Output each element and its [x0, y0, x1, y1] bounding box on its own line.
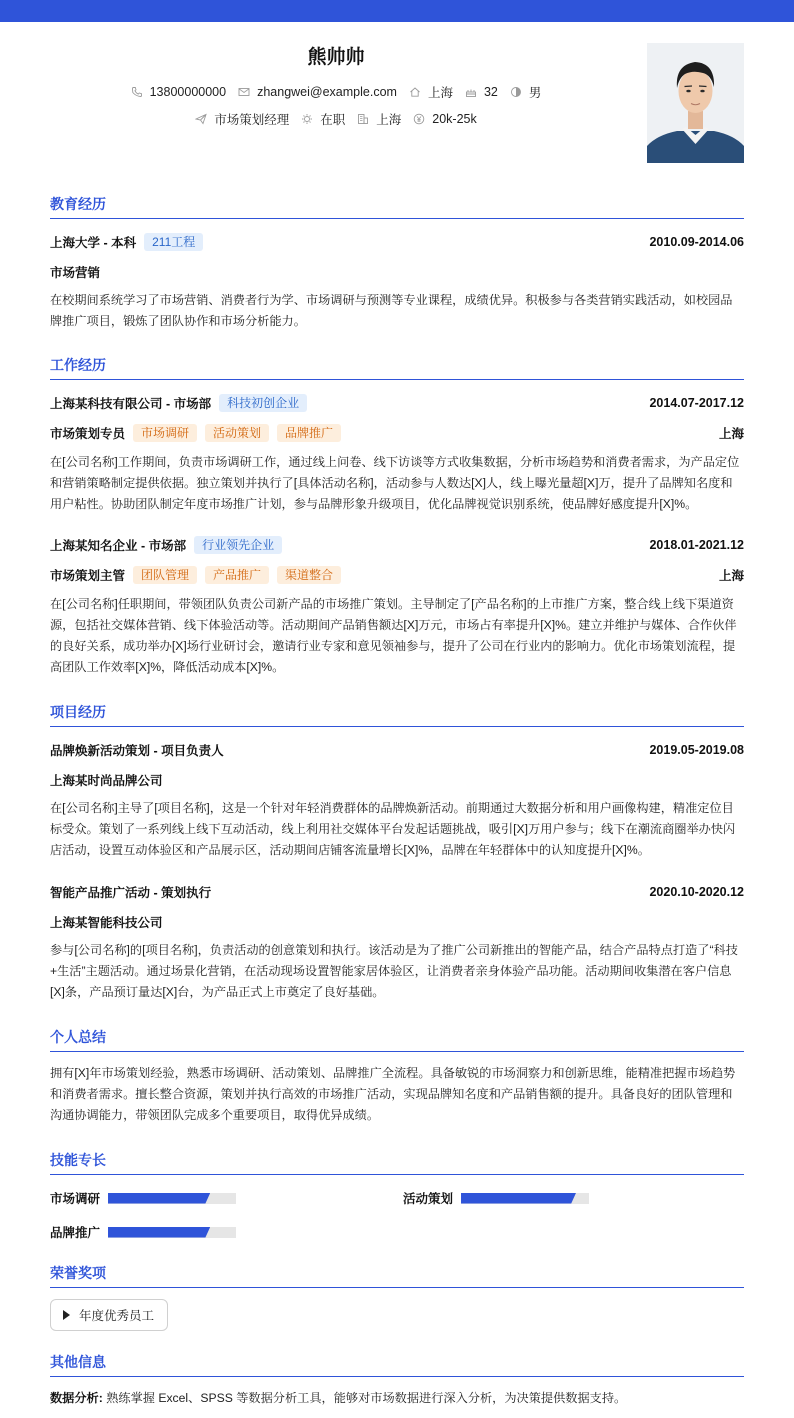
gender-info — [510, 83, 542, 101]
work-company: 上海某知名企业 - 市场部 — [50, 539, 187, 553]
skill-name: 活动策划 — [403, 1192, 454, 1206]
position-text: 市场策划经理 — [214, 113, 290, 127]
project-entry-header — [50, 883, 744, 901]
work-date: 2014.07-2017.12 — [649, 396, 744, 410]
work-company: 上海某科技有限公司 - 市场部 — [50, 397, 212, 411]
position-info — [195, 110, 289, 128]
project-name: 智能产品推广活动 - 策划执行 — [50, 886, 212, 900]
section-title-other: 其他信息 — [50, 1352, 744, 1377]
skill-name: 市场调研 — [50, 1192, 101, 1206]
status-info — [301, 110, 345, 128]
work-role-row — [50, 566, 744, 584]
work-company-tag: 科技初创企业 — [219, 394, 307, 412]
work-skill-tag: 渠道整合 — [277, 566, 341, 584]
phone-info — [131, 85, 226, 99]
education-date: 2010.09-2014.06 — [649, 235, 744, 249]
age-info — [465, 85, 498, 99]
salary-text: 20k-25k — [432, 112, 477, 126]
other-info-text: 熟练掌握 Excel、SPSS 等数据分析工具，能够对市场数据进行深入分析，为决策提供数据支持。 — [106, 1391, 627, 1405]
phone-icon — [131, 86, 143, 98]
education-school: 上海大学 - 本科 — [50, 236, 137, 250]
city-info — [409, 83, 453, 101]
section-title-projects: 项目经历 — [50, 702, 744, 727]
education-major: 市场营销 — [50, 266, 101, 280]
section-title-summary: 个人总结 — [50, 1027, 744, 1052]
education-tag: 211工程 — [144, 233, 203, 251]
work-city-text: 上海 — [376, 113, 402, 127]
skill-level-fill — [108, 1193, 210, 1204]
work-date: 2018.01-2021.12 — [649, 538, 744, 552]
work-title: 市场策划主管 — [50, 569, 126, 583]
email-info — [238, 85, 397, 99]
skill-level-bar — [108, 1227, 236, 1238]
send-icon — [195, 113, 207, 125]
project-description: 在[公司名称]主导了[项目名称]，这是一个针对年轻消费群体的品牌焕新活动。前期通过大数据分析和用户画像构建，精准定位目标受众。策划了一系列线上线下互动活动，线上利用社交媒体平台发起话题挑战，吸引[X]万用户参与；线下在潮流商圈举办快闪店活动，设置互动体验区和产品展示区，活动期间店铺客流量增长[X]%，品牌在年轻群体中的认知度提升[X]%。 — [50, 801, 736, 857]
other-info-line — [50, 1389, 626, 1406]
project-company: 上海某时尚品牌公司 — [50, 774, 163, 788]
other-info-label: 数据分析: — [50, 1391, 103, 1405]
work-skill-tag: 产品推广 — [205, 566, 269, 584]
education-entry-header — [50, 233, 744, 251]
project-name: 品牌焕新活动策划 - 项目负责人 — [50, 744, 224, 758]
salary-icon — [413, 113, 425, 125]
age-icon — [465, 86, 477, 98]
gender-icon — [510, 86, 522, 98]
job-info-row — [0, 110, 672, 128]
work-entry-header — [50, 536, 744, 554]
work-location: 上海 — [718, 569, 744, 583]
email-text: zhangwei@example.com — [257, 85, 397, 99]
skill-item — [50, 1189, 236, 1207]
project-date: 2020.10-2020.12 — [649, 885, 744, 899]
work-location: 上海 — [718, 427, 744, 441]
salary-info — [413, 112, 476, 126]
city-text: 上海 — [427, 86, 453, 100]
status-text: 在职 — [320, 113, 346, 127]
education-description: 在校期间系统学习了市场营销、消费者行为学、市场调研与预测等专业课程，成绩优异。积极参与各类营销实践活动，如校园品牌推广项目，锻炼了团队协作和市场分析能力。 — [50, 293, 733, 328]
section-title-education: 教育经历 — [50, 194, 744, 219]
gender-text: 男 — [528, 86, 542, 100]
work-entry-header — [50, 394, 744, 412]
skill-item — [403, 1189, 589, 1207]
summary-text: 拥有[X]年市场策划经验，熟悉市场调研、活动策划、品牌推广全流程。具备敏锐的市场洞察力和创新思维，能精准把握市场趋势和消费者需求。擅长整合资源，策划并执行高效的市场推广活动，实现品牌知名度和产品销售额的提升。具备良好的团队管理和沟通协调能力，带领团队完成多个重要项目，取得优异成绩。 — [50, 1066, 736, 1122]
home-icon — [409, 86, 421, 98]
section-title-skills: 技能专长 — [50, 1150, 744, 1175]
project-date: 2019.05-2019.08 — [649, 743, 744, 757]
section-title-work: 工作经历 — [50, 355, 744, 380]
work-skill-tag: 活动策划 — [205, 424, 269, 442]
award-item[interactable] — [50, 1299, 168, 1331]
skill-item — [50, 1223, 236, 1241]
skill-name: 品牌推广 — [50, 1226, 101, 1240]
profile-photo — [647, 43, 744, 163]
work-description: 在[公司名称]工作期间，负责市场调研工作，通过线上问卷、线下访谈等方式收集数据，分析市场趋势和消费者需求，为产品定位和营销策略制定提供依据。独立策划并执行了[具体活动名称]，活动参与人数达[X]人，线上曝光量超[X]万，提升了品牌知名度和用户粘性。协助团队制定年度市场推广计划，参与品牌形象升级项目，优化品牌视觉识别系统，使品牌好感度提升[X]%。 — [50, 455, 740, 511]
age-text: 32 — [483, 85, 498, 99]
building-icon — [357, 113, 369, 125]
skill-level-fill — [108, 1227, 210, 1238]
project-company: 上海某智能科技公司 — [50, 916, 163, 930]
work-description: 在[公司名称]任职期间，带领团队负责公司新产品的市场推广策划。主导制定了[产品名称]的上市推广方案，整合线上线下渠道资源，包括社交媒体营销、线下体验活动等。活动期间产品销售额达[X]万元，市场占有率提升[X]%。建立并维护与媒体、合作伙伴的良好关系，成功举办[X]场行业研讨会，邀请行业专家和意见领袖参与，提升了公司在行业内的影响力。优化市场策划流程，提高团队工作效率[X]%，降低活动成本[X]%。 — [50, 597, 737, 674]
work-company-tag: 行业领先企业 — [194, 536, 282, 554]
work-city-info — [357, 110, 401, 128]
work-skill-tag: 品牌推广 — [277, 424, 341, 442]
work-title: 市场策划专员 — [50, 427, 126, 441]
section-title-awards: 荣誉奖项 — [50, 1263, 744, 1288]
skill-level-fill — [461, 1193, 576, 1204]
skill-level-bar — [461, 1193, 589, 1204]
project-entry-header — [50, 741, 744, 759]
phone-text: 13800000000 — [149, 85, 227, 99]
skill-level-bar — [108, 1193, 236, 1204]
candidate-name: 熊帅帅 — [307, 47, 365, 68]
status-icon — [301, 113, 313, 125]
work-role-row — [50, 424, 744, 442]
project-description: 参与[公司名称]的[项目名称]，负责活动的创意策划和执行。该活动是为了推广公司新推出的智能产品，结合产品特点打造了“科技+生活”主题活动。通过场景化营销，在活动现场设置智能家居体验区，让消费者亲身体验产品功能。活动期间收集潜在客户信息[X]条，产品预订量达[X]台，为产品正式上市奠定了良好基础。 — [50, 943, 738, 999]
mail-icon — [238, 86, 250, 98]
top-accent-bar — [0, 0, 794, 22]
work-skill-tag: 团队管理 — [133, 566, 197, 584]
contact-info-row — [0, 83, 672, 101]
award-name: 年度优秀员工 — [79, 1309, 155, 1323]
work-skill-tag: 市场调研 — [133, 424, 197, 442]
play-triangle-icon — [63, 1310, 70, 1320]
